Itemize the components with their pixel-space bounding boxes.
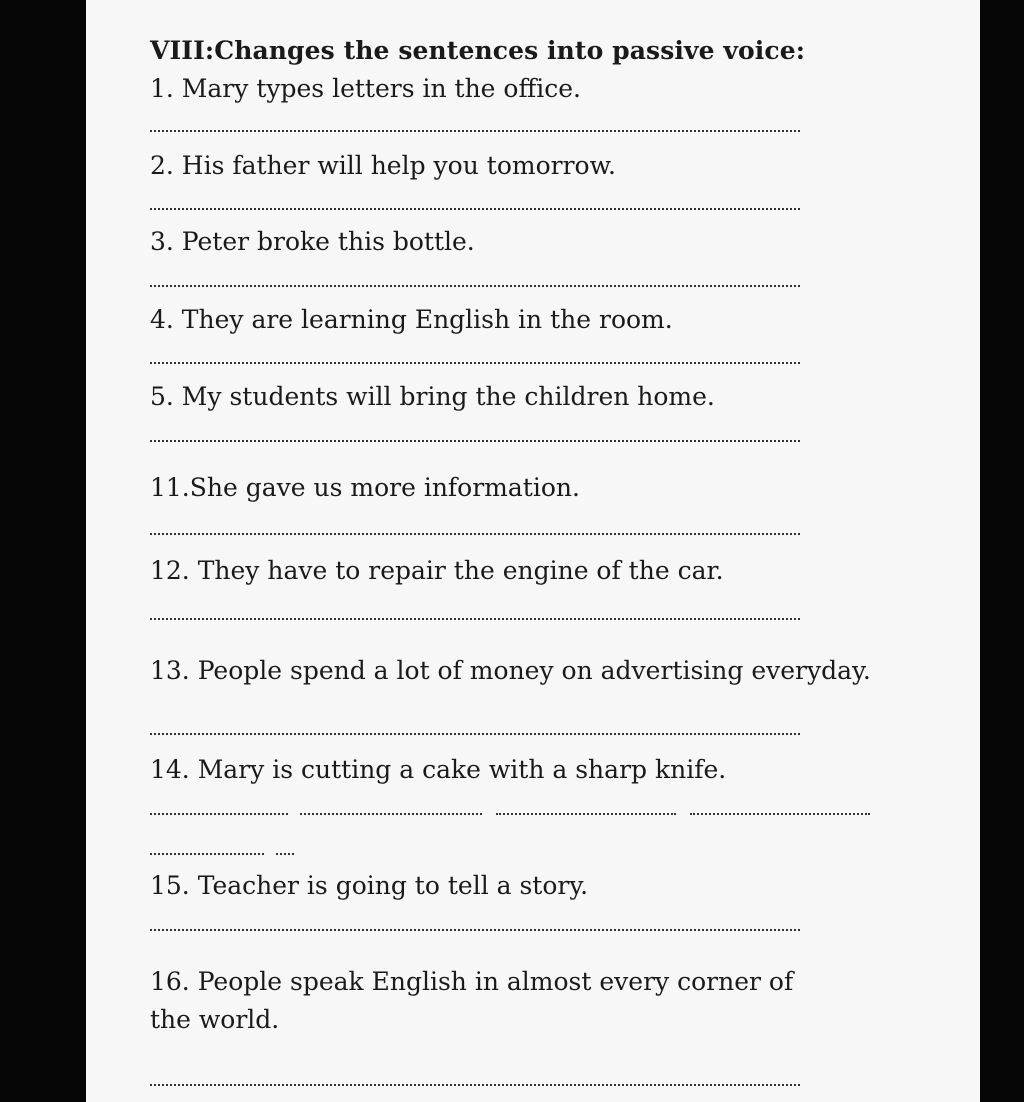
- question-14: 14. Mary is cutting a cake with a sharp knife.: [150, 755, 727, 784]
- answer-line-14-part-3[interactable]: [496, 813, 676, 815]
- answer-line-14-part-4[interactable]: [690, 813, 870, 815]
- exercise-heading: VIII:Changes the sentences into passive voice:: [150, 36, 806, 65]
- question-12: 12. They have to repair the engine of the car.: [150, 556, 724, 585]
- question-2: 2. His father will help you tomorrow.: [150, 151, 616, 180]
- answer-line-11[interactable]: [150, 533, 800, 535]
- answer-line-14-part-2[interactable]: [300, 813, 482, 815]
- answer-line-5[interactable]: [150, 440, 800, 442]
- answer-line-14-part-6[interactable]: [276, 853, 294, 855]
- answer-line-12[interactable]: [150, 618, 800, 620]
- answer-line-4[interactable]: [150, 362, 800, 364]
- question-1: 1. Mary types letters in the office.: [150, 74, 581, 103]
- answer-line-14-part-5[interactable]: [150, 853, 264, 855]
- question-15: 15. Teacher is going to tell a story.: [150, 871, 589, 900]
- question-3: 3. Peter broke this bottle.: [150, 227, 475, 256]
- answer-line-3[interactable]: [150, 285, 800, 287]
- answer-line-2[interactable]: [150, 208, 800, 210]
- answer-line-15[interactable]: [150, 929, 800, 931]
- answer-line-1[interactable]: [150, 130, 800, 132]
- question-16: 16. People speak English in almost every corner of the world.: [150, 967, 794, 1034]
- question-13: 13. People spend a lot of money on advertising everyday.: [150, 656, 871, 685]
- answer-line-16[interactable]: [150, 1084, 800, 1086]
- answer-line-14-part-1[interactable]: [150, 813, 288, 815]
- question-5: 5. My students will bring the children home.: [150, 382, 715, 411]
- answer-line-13[interactable]: [150, 733, 800, 735]
- question-11: 11.She gave us more information.: [150, 473, 580, 502]
- question-4: 4. They are learning English in the room.: [150, 305, 673, 334]
